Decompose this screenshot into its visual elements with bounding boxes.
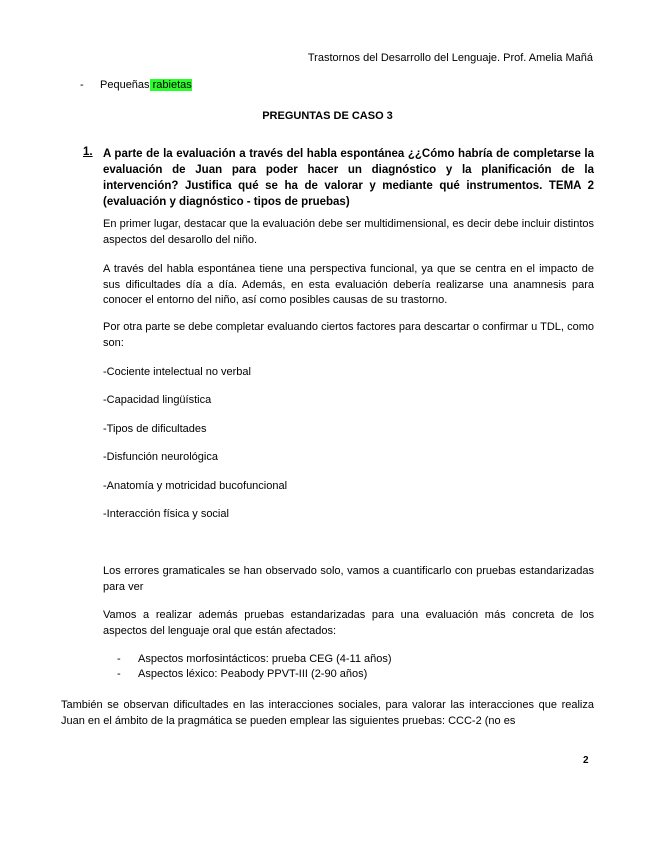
bullet-text: Pequeñas xyxy=(100,79,150,91)
bullet-dash: - xyxy=(117,653,121,665)
list-item: -Tipos de dificultades xyxy=(103,423,207,435)
paragraph-5: Vamos a realizar además pruebas estandarizadas para una evaluación más concreta de los aspectos del lenguaje oral que están afectados: xyxy=(103,609,594,637)
bullet-dash: - xyxy=(80,79,84,91)
page-header: Trastornos del Desarrollo del Lenguaje. Prof. Amelia Mañá xyxy=(307,52,593,64)
highlighted-text: rabietas xyxy=(149,79,192,91)
bullet-item xyxy=(80,79,192,91)
page-number: 2 xyxy=(583,755,589,766)
paragraph-final: También se observan dificultades en las interacciones sociales, para valorar las interacciones que realiza Juan en el ámbito de la pragmática se pueden emplear las siguientes pruebas: CCC-2 (no es xyxy=(61,699,594,727)
bullet-dash: - xyxy=(117,668,121,680)
list-item: -Capacidad lingüística xyxy=(103,394,212,406)
sub-list-item xyxy=(117,653,392,665)
sub-list-item xyxy=(117,668,367,680)
paragraph-1: En primer lugar, destacar que la evaluación debe ser multidimensional, es decir debe incluir distintos aspectos del desarollo del niño. xyxy=(103,218,594,246)
list-item: -Disfunción neurológica xyxy=(103,451,218,463)
list-item: -Interacción física y social xyxy=(103,508,229,520)
list-item: -Cociente intelectual no verbal xyxy=(103,366,251,378)
question-text: A parte de la evaluación a través del habla espontánea ¿¿Cómo habría de completarse la evaluación de Juan para poder hacer un diagnóstico y la planificación de la intervención? Justifica qué se ha de valorar y mediante qué instrumentos. TEMA 2 (evaluación y diagnóstico - tipos de pruebas) xyxy=(103,148,594,208)
paragraph-4: Los errores gramaticales se han observado solo, vamos a cuantificarlo con pruebas estandarizadas para ver xyxy=(103,565,594,593)
question-number: 1. xyxy=(83,146,93,158)
sub-list-text: Aspectos léxico: Peabody PPVT-III (2-90 años) xyxy=(138,668,368,680)
list-item: -Anatomía y motricidad bucofuncional xyxy=(103,480,288,492)
sub-list-text: Aspectos morfosintácticos: prueba CEG (4-11 años) xyxy=(138,653,392,665)
paragraph-3: Por otra parte se debe completar evaluando ciertos factores para descartar o confirmar u TDL, como son: xyxy=(103,321,594,349)
paragraph-2: A través del habla espontánea tiene una perspectiva funcional, ya que se centra en el impacto de sus dificultades día a día. Además, en esta evaluación debería realizarse una anamnesis para conocer el entorno del niño, así como posibles causas de su trastorno. xyxy=(103,263,594,306)
section-title: PREGUNTAS DE CASO 3 xyxy=(262,110,393,122)
